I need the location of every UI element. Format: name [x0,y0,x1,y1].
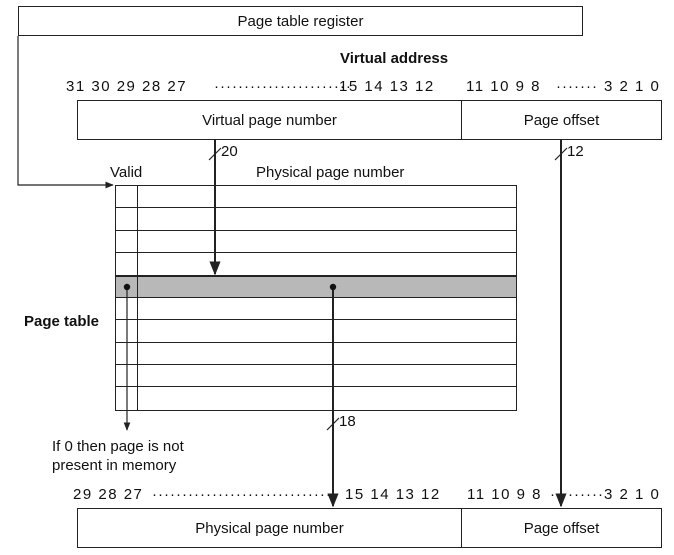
pa-page-offset-label: Page offset [523,519,600,537]
virtual-page-number-label: Virtual page number [202,111,337,129]
valid-bit-dot [124,284,130,290]
ppn-header: Physical page number [256,164,405,181]
va-page-offset-label: Page offset [523,111,600,129]
va-bits-left: 31 30 29 28 27 [66,78,188,95]
pa-bits-mid: 15 14 13 12 [345,486,441,503]
valid-header: Valid [110,164,143,181]
physical-page-number-label: Physical page number [195,519,344,537]
vpn-width-label: 20 [221,143,238,160]
pa-dots-right: ········· [550,486,604,503]
virtual-address-title: Virtual address [340,50,449,67]
pa-bits-end: 3 2 1 0 [604,486,661,503]
register-to-table-arrow [18,36,113,185]
offset-width-label: 12 [567,143,584,160]
va-bits-mid: 15 14 13 12 [339,78,435,95]
page-table-label: Page table [24,313,100,330]
pa-dots-left: ······························· [152,486,338,503]
va-dots-right: ······· [556,78,598,95]
va-dots-left: ······················· [214,78,352,95]
pa-bits-right: 11 10 9 8 [467,486,542,503]
page-table-register-label: Page table register [237,12,364,30]
va-bits-right: 11 10 9 8 [466,78,541,95]
ppn-dot [330,284,336,290]
ppn-width-label: 18 [339,413,356,430]
invalid-note-line2: present in memory [52,457,177,474]
va-bits-end: 3 2 1 0 [604,78,661,95]
pa-bits-left: 29 28 27 [73,486,144,503]
invalid-note-line1: If 0 then page is not [52,438,184,455]
